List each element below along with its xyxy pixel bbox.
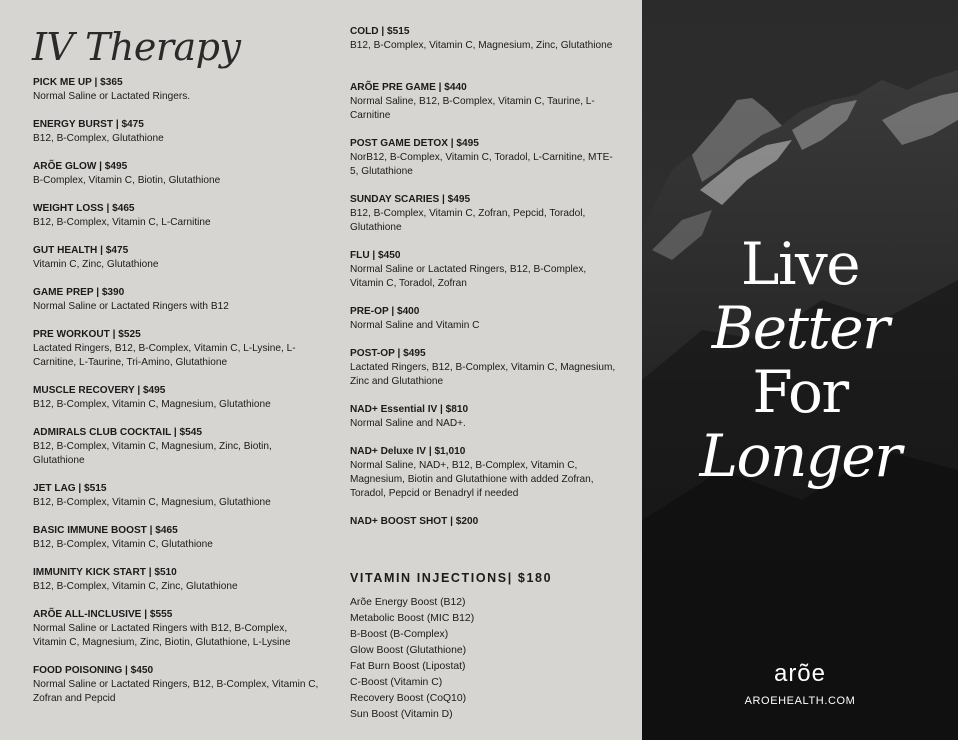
menu-item-desc: B12, B-Complex, Glutathione (33, 133, 164, 144)
menu-item-name: GAME PREP | $390 (33, 287, 125, 298)
menu-item-name: ARÕE ALL-INCLUSIVE | $555 (33, 609, 173, 620)
menu-item (33, 286, 323, 328)
menu-item (350, 515, 620, 557)
menu-item-name: NAD+ Deluxe IV | $1,010 (350, 446, 466, 457)
menu-item-desc: Normal Saline or Lactated Ringers. (33, 91, 191, 102)
menu-column-right (350, 25, 620, 723)
menu-item-name: PRE-OP | $400 (350, 306, 420, 317)
menu-item-desc: Vitamin C, Zinc, Glutathione (33, 259, 159, 270)
menu-item (350, 137, 620, 193)
menu-item (33, 426, 323, 482)
menu-item (33, 384, 323, 426)
vitamin-item: Arõe Energy Boost (B12) (350, 597, 466, 608)
menu-item-name: POST GAME DETOX | $495 (350, 138, 479, 149)
menu-item-desc: B12, B-Complex, Vitamin C, L-Carnitine (33, 217, 211, 228)
menu-item (33, 244, 323, 286)
menu-item-desc: Normal Saline, NAD+, B12, B-Complex, Vitamin C, Magnesium, Biotin and Glutathione with added Zofran, Toradol, Pepcid or Benadryl if needed (350, 460, 594, 499)
menu-item-desc: B12, B-Complex, Vitamin C, Magnesium, Zinc, Glutathione (350, 40, 613, 51)
vitamin-item: Glow Boost (Glutathione) (350, 645, 467, 656)
menu-item-name: GUT HEALTH | $475 (33, 245, 129, 256)
vitamin-injections-heading: VITAMIN INJECTIONS| $180 (350, 571, 553, 585)
slogan-line: Live (740, 230, 860, 298)
slogan-line: For (752, 358, 848, 426)
cover-panel (642, 0, 958, 740)
menu-item (350, 445, 620, 515)
menu-item (33, 524, 323, 566)
vitamin-item: B-Boost (B-Complex) (350, 629, 449, 640)
menu-item-name: BASIC IMMUNE BOOST | $465 (33, 525, 178, 536)
vitamin-item: Recovery Boost (CoQ10) (350, 693, 467, 704)
menu-item-name: SUNDAY SCARIES | $495 (350, 194, 471, 205)
slogan (642, 232, 958, 488)
website-link[interactable]: AROEHEALTH.COM (744, 695, 856, 707)
menu-item-name: COLD | $515 (350, 26, 410, 37)
vitamin-item: Sun Boost (Vitamin D) (350, 709, 453, 720)
menu-item-name: NAD+ Essential IV | $810 (350, 404, 469, 415)
menu-item (33, 160, 323, 202)
menu-item-name: ENERGY BURST | $475 (33, 119, 144, 130)
menu-item (350, 347, 620, 403)
menu-column-left (33, 76, 323, 706)
menu-item-name: WEIGHT LOSS | $465 (33, 203, 135, 214)
menu-item-desc: B12, B-Complex, Vitamin C, Magnesium, Zinc, Biotin, Glutathione (33, 441, 272, 466)
menu-item-name: PICK ME UP | $365 (33, 77, 123, 88)
menu-item-name: FLU | $450 (350, 250, 401, 261)
menu-item-desc: Lactated Ringers, B12, B-Complex, Vitamin C, L-Lysine, L-Carnitine, L-Taurine, Tri-Amino, Glutathione (33, 343, 296, 368)
menu-item-name: FOOD POISONING | $450 (33, 665, 154, 676)
menu-item-desc: B12, B-Complex, Vitamin C, Magnesium, Glutathione (33, 399, 271, 410)
menu-item (350, 249, 620, 305)
menu-item (33, 328, 323, 384)
menu-item-desc: Normal Saline, B12, B-Complex, Vitamin C, Taurine, L-Carnitine (350, 96, 595, 121)
menu-item-name: ARÕE GLOW | $495 (33, 161, 128, 172)
menu-item-name: NAD+ BOOST SHOT | $200 (350, 516, 479, 527)
menu-item-desc: B12, B-Complex, Vitamin C, Zinc, Glutathione (33, 581, 238, 592)
menu-item-desc: B12, B-Complex, Vitamin C, Zofran, Pepcid, Toradol, Glutathione (350, 208, 586, 233)
menu-item-desc: Normal Saline or Lactated Ringers, B12, B-Complex, Vitamin C, Toradol, Zofran (350, 264, 587, 289)
menu-item (33, 118, 323, 160)
brand-logo: arõe (773, 660, 827, 687)
menu-item (33, 566, 323, 608)
menu-item-name: IMMUNITY KICK START | $510 (33, 567, 177, 578)
menu-item-desc: B-Complex, Vitamin C, Biotin, Glutathione (33, 175, 221, 186)
vitamin-item: Fat Burn Boost (Lipostat) (350, 661, 466, 672)
menu-item (33, 202, 323, 244)
vitamin-injections-list (350, 595, 620, 723)
vitamin-item: Metabolic Boost (MIC B12) (350, 613, 475, 624)
menu-item-name: ARÕE PRE GAME | $440 (350, 82, 467, 93)
menu-item-desc: Normal Saline and NAD+. (350, 418, 466, 429)
menu-item (33, 608, 323, 664)
slogan-line: Longer (699, 422, 901, 490)
menu-item (33, 482, 323, 524)
menu-item-desc: Normal Saline or Lactated Ringers with B12, B-Complex, Vitamin C, Magnesium, Zinc, Biotin, Glutathione, L-Lysine (33, 623, 291, 648)
menu-item (350, 305, 620, 347)
menu-item-desc: Normal Saline and Vitamin C (350, 320, 480, 331)
menu-item-name: POST-OP | $495 (350, 348, 426, 359)
menu-item-desc: Lactated Ringers, B12, B-Complex, Vitamin C, Magnesium, Zinc and Glutathione (350, 362, 616, 387)
menu-item-desc: NorB12, B-Complex, Vitamin C, Toradol, L-Carnitine, MTE-5, Glutathione (350, 152, 613, 177)
menu-item-desc: Normal Saline or Lactated Ringers with B12 (33, 301, 229, 312)
slogan-line: Better (711, 294, 889, 362)
menu-item-desc: B12, B-Complex, Vitamin C, Glutathione (33, 539, 213, 550)
menu-item (350, 81, 620, 137)
menu-item (350, 25, 620, 81)
menu-item (33, 76, 323, 118)
menu-item (350, 403, 620, 445)
menu-item-name: ADMIRALS CLUB COCKTAIL | $545 (33, 427, 203, 438)
menu-item-name: JET LAG | $515 (33, 483, 107, 494)
menu-item-name: PRE WORKOUT | $525 (33, 329, 141, 340)
menu-item (350, 193, 620, 249)
menu-item-desc: B12, B-Complex, Vitamin C, Magnesium, Glutathione (33, 497, 271, 508)
menu-item (33, 664, 323, 706)
vitamin-item: C-Boost (Vitamin C) (350, 677, 443, 688)
page-title: IV Therapy (32, 25, 241, 69)
menu-item-desc: Normal Saline or Lactated Ringers, B12, B-Complex, Vitamin C, Zofran and Pepcid (33, 679, 319, 704)
menu-item-name: MUSCLE RECOVERY | $495 (33, 385, 166, 396)
